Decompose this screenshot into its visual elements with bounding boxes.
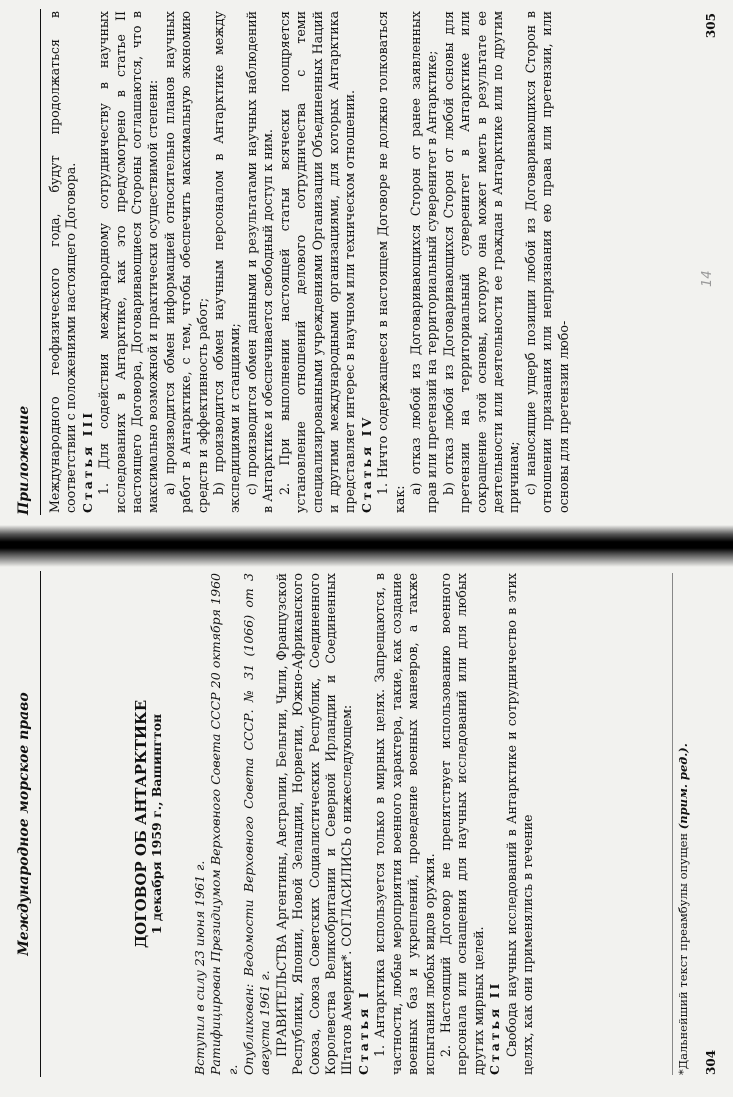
article-1-paragraph-1: 1. Антарктика используется только в мирных целях. Запрещаются, в частности, любые мероприятия военного характера, такие, как создание военных баз и укреплений, проведение военных маневров, а также испытания любых видов оружия. <box>372 573 437 1075</box>
article-2-heading: Статья II <box>487 980 503 1075</box>
meta-published: Опубликован: Ведомости Верховного Совета СССР. № 31 (1066) от 3 августа 1961 г. <box>241 573 273 1075</box>
treaty-title: ДОГОВОР ОБ АНТАРКТИКЕ <box>132 699 150 949</box>
running-head-left: Международное морское право <box>0 571 41 1077</box>
article-4-heading: Статья IV <box>358 414 374 513</box>
article-1-heading: Статья I <box>355 989 371 1075</box>
article-4-item-b: b) отказ любой из Договаривающихся Сторон от любой основы для претензии на территориальный суверенитет в Антарктике или сокращение этой основы, которую она может иметь в результате ее деятельности или деятельности ее граждан в Антарктике или по другим причинам; <box>440 11 522 513</box>
page-number-left: 304 <box>704 1049 718 1075</box>
footnote-editor-note: (прим. ред.). <box>676 743 690 830</box>
left-page-body <box>133 573 536 1075</box>
article-3-item-b: b) производится обмен научным персоналом в Антарктике между экспедициями и станциями; <box>211 11 243 513</box>
running-head-right: Приложение <box>0 9 41 515</box>
article-3-item-a: a) производится обмен информацией относительно планов научных работ в Антарктике, с тем, чтобы обеспечить максимальную экономию средств и эффективность работ; <box>161 11 210 513</box>
book-gutter <box>0 525 733 567</box>
left-page <box>0 559 733 1089</box>
treaty-date: 1 декабря 1959 г., Вашингтон <box>149 713 165 935</box>
page-number-right: 305 <box>704 13 718 39</box>
preamble: ПРАВИТЕЛЬСТВА Аргентины, Австралии, Бельгии, Чили, Французской Республики, Японии, Новой Зеландии, Норвегии, Южно-Африканского Союза, Союза Советских Социалистических Республик, Соединенного Королевства Великобритании и Северной Ирландии и Соединенных Штатов Америки*. СОГЛАСИЛИСЬ о нижеследующем: <box>273 573 355 1075</box>
article-4-item-a: a) отказ любой из Договаривающихся Сторон от ранее заявленных прав или претензий на территориальный суверенитет в Антарктике; <box>407 11 440 513</box>
article-3-item-c: c) производится обмен данными и результатами научных наблюдений в Антарктике и обеспечивается свободный доступ к ним. <box>243 11 276 513</box>
right-page <box>0 0 733 527</box>
article-1-paragraph-2: 2. Настоящий Договор не препятствует использованию военного персонала или оснащения для научных исследований или для любых других мирных целей. <box>437 573 486 1075</box>
article-3-heading: Статья III <box>79 409 95 513</box>
article-4-paragraph-1: 1. Ничто содержащееся в настоящем Договоре не должно толковаться как: <box>375 11 407 513</box>
article-3-paragraph-1: 1. Для содействия международному сотрудничеству в научных исследованиях в Антарктике, как это предусмотрено в статье II настоящего Договора, Договаривающиеся Стороны соглашаются, что в максимально возможной и практически осуществимой степени: <box>96 11 161 513</box>
article-3-paragraph-2: 2. При выполнении настоящей статьи всячески поощряется установление отношений делового сотрудничества с теми специализированными учреждениями Организации Объединенных Наций и другими международными организациями, для которых Антарктика представляет интерес в научном или техническом отношении. <box>276 11 358 513</box>
article-2-paragraph-1: Свобода научных исследований в Антарктике и сотрудничество в этих целях, как они применялись в течение <box>503 573 535 1075</box>
footnote <box>672 573 690 1075</box>
meta-entry-into-force: Вступил в силу 23 июня 1961 г. <box>191 860 207 1075</box>
article-2-continuation: Международного геофизического года, будут продолжаться в соответствии с положениями настоящего Договора. <box>47 11 79 513</box>
meta-ratified: Ратифицирован Президиумом Верховного Совета СССР 20 октября 1960 г. <box>208 573 240 1075</box>
article-4-item-c: c) наносящие ущерб позиции любой из Договаривающихся Сторон в отношении признания или непризнания ею права или претензии, или основы для претензии любо- <box>522 11 571 513</box>
footnote-text: *Дальнейший текст преамбулы опущен <box>676 832 690 1075</box>
pencil-mark: 14 <box>700 270 715 287</box>
right-page-body <box>47 11 572 513</box>
